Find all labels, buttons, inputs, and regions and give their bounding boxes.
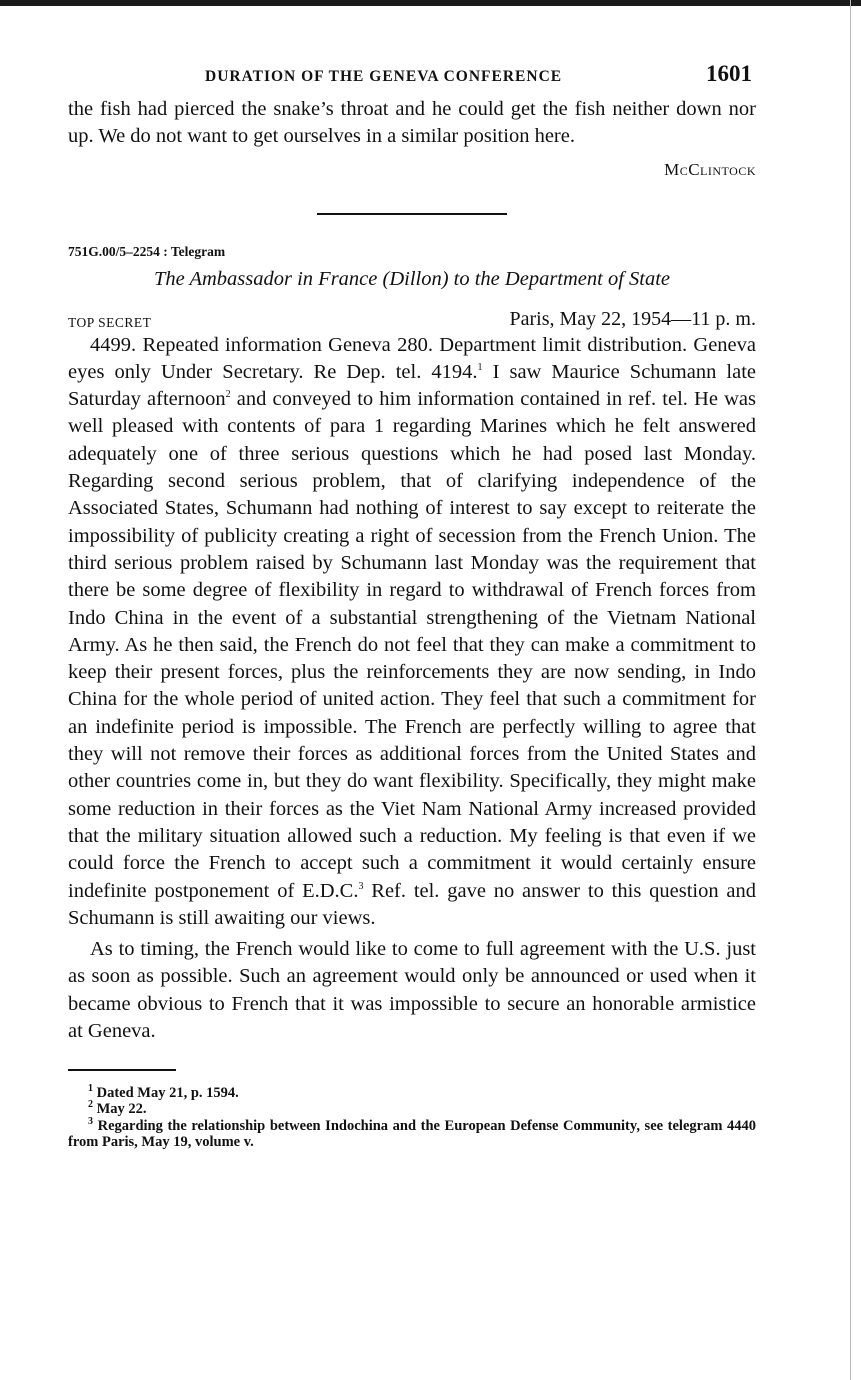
footnote-1 [68,1082,756,1102]
document-page [68,56,756,1151]
running-header [68,56,756,96]
footnote-reference: 1 [477,362,483,374]
running-title: DURATION OF THE GENEVA CONFERENCE [205,68,563,85]
classification-label: TOP SECRET [68,314,152,330]
body-text: I saw Maurice Schumann late Saturday afternoon [68,360,756,411]
footnote-marker: 3 [88,1115,93,1127]
footnote-text: Regarding the relationship between Indochina and the European Defense Community, see telegram 4440 from Paris, May 19, volume v. [68,1117,757,1151]
dateline-row [68,308,756,332]
body-paragraph-2: As to timing, the French would like to come to full agreement with the U.S. just as soon as possible. Such an agreement would only be announced or used when it became obvious to French that it was impossible to secure an honorable armistice at Geneva. [68,938,756,1043]
dateline: Paris, May 22, 1954—11 p. m. [509,307,756,330]
footnote-reference: 3 [358,880,364,892]
page-edge-line [850,0,851,1380]
body-text: and conveyed to him information contained in ref. tel. He was well pleased with contents of para 1 regarding Marines which he felt answered adequately one of three serious questions which he had posed last Monday. Regarding second serious problem, that of clarifying independence of the Associated States, Schumann had nothing of interest to say except to reiterate the impossibility of publicity creating a right of secession from the French Union. The third serious problem raised by Schumann last Monday was the requirement that there be some degree of flexibility in regard to withdrawal of French forces from Indo China in the event of a substantial strengthening of the Vietnam National Army. As he then said, the French do not feel that they can make a commitment to keep their present forces, plus the reinforcements they are now sending, in Indo China for the whole period of united action. They feel that such a commitment for an indefinite period is impossible. The French are perfectly willing to agree that they will not remove their forces as additional forces from the United States and other countries come in, but they do want flexibility. Specifically, they might make some reduction in their forces as the Viet Nam National Army increased provided that the military situation allowed such a reduction. My feeling is that even if we could force the French to accept such a commitment it would certainly ensure indefinite postponement of E.D.C. [68,388,756,902]
signature: McClintock [664,159,756,179]
body-text: 4499. Repeated information Geneva 280. Department limit distribution. Geneva eyes only Under Secretary. Re Dep. tel. 4194. [68,333,756,383]
page-number: 1601 [706,61,752,86]
footnote-2 [68,1101,756,1118]
footnote-text: Dated May 21, p. 1594. [96,1084,239,1101]
previous-document-closing-text: the fish had pierced the snake’s throat and he could get the fish neither down nor up. We do not want to get ourselves in a similar position here. [68,98,756,148]
footnote-marker: 1 [88,1082,93,1094]
footnotes [68,1082,757,1151]
section-separator [317,213,507,215]
page-top-border [0,0,861,6]
footnote-marker: 2 [88,1099,93,1111]
body-text: Ref. tel. gave no answer to this question and Schumann is still awaiting our views. [68,879,756,929]
document-title: The Ambassador in France (Dillon) to the Department of State [153,267,671,290]
body-paragraph-1 [68,332,756,933]
footnote-text: May 22. [96,1101,147,1118]
document-file-number: 751G.00/5–2254 : Telegram [68,243,226,259]
footnote-rule [68,1069,176,1071]
footnote-3 [68,1115,757,1151]
footnote-reference: 2 [225,389,231,401]
